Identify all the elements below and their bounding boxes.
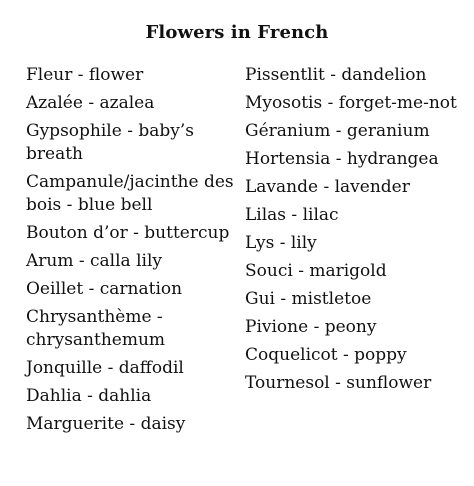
flower-entry: Géranium - geranium [245,121,430,141]
flower-entry: Fleur - flower [26,65,144,85]
flower-entry: Myosotis - forget-me-not [245,93,457,113]
flower-entry: Hortensia - hydrangea [245,149,439,169]
flower-entry: Gypsophile - baby’s breath [26,121,194,164]
flower-entry: Coquelicot - poppy [245,345,407,365]
flower-entry: Gui - mistletoe [245,289,372,309]
flower-entry: Pivione - peony [245,317,377,337]
flower-entry: Chrysanthème - chrysanthemum [26,307,166,350]
page-title: Flowers in French [145,22,329,43]
flower-entry: Arum - calla lily [26,251,163,271]
flower-list-right [245,64,459,400]
flower-entry: Azalée - azalea [26,93,155,113]
flower-entry: Marguerite - daisy [26,414,186,434]
flower-entry: Tournesol - sunflower [245,373,432,393]
flower-entry: Lilas - lilac [245,205,339,225]
flower-entry: Dahlia - dahlia [26,386,152,406]
flower-entry: Lys - lily [245,233,317,253]
flower-entry: Lavande - lavender [245,177,410,197]
flower-entry: Bouton d’or - buttercup [26,223,230,243]
flower-list-left [26,64,236,441]
flower-entry: Pissentlit - dandelion [245,65,427,85]
flower-entry: Jonquille - daffodil [26,358,184,378]
flower-entry: Oeillet - carnation [26,279,183,299]
flower-entry: Souci - marigold [245,261,387,281]
flower-entry: Campanule/jacinthe des bois - blue bell [26,172,234,215]
